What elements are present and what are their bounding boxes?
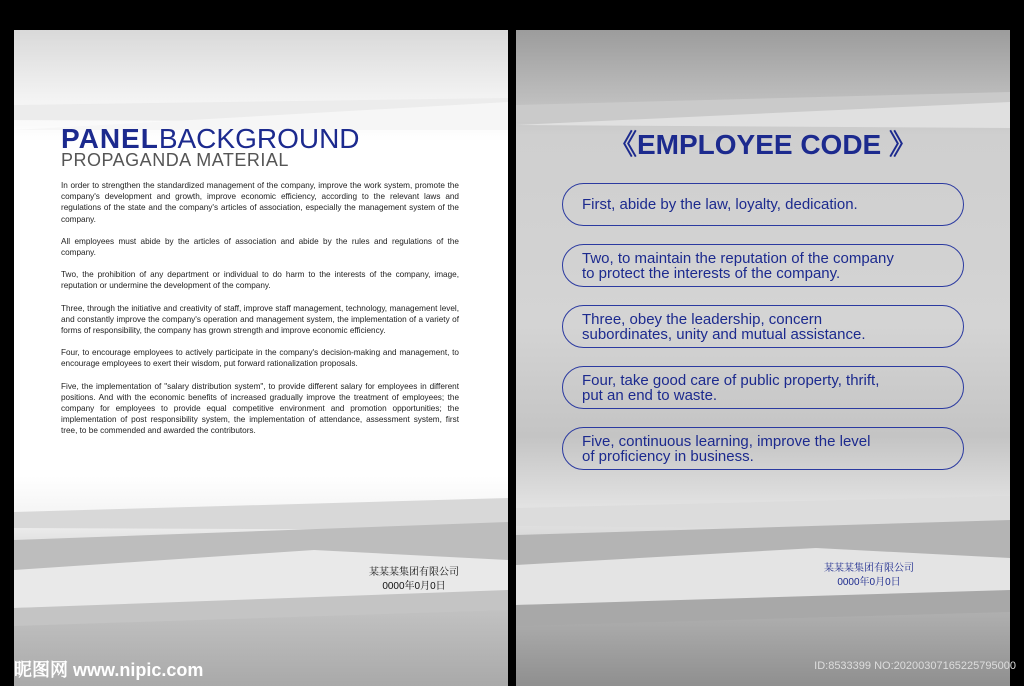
rule-line: First, abide by the law, loyalty, dedication.	[582, 196, 858, 213]
company-name: 某某某集团有限公司	[824, 563, 914, 574]
rule-text	[582, 251, 894, 281]
rule-line: put an end to waste.	[582, 386, 718, 404]
company-date: 0000年0月0日	[837, 577, 901, 588]
rule-line: Two, to maintain the reputation of the company	[582, 249, 894, 267]
rule-box	[562, 305, 964, 348]
rule-line: Five, continuous learning, improve the level	[582, 432, 871, 450]
paragraph: Five, the implementation of "salary distribution system", to provide different salary for employees in different positions. And with the economic benefits of increased gradually improve the treatment of employees; the company for employees to provide equal competitive environment and promotion opportunities; the implementation of post responsibility system, the implementation of attendance, assessment system, first tree, to be commended and awarded the contributors.	[61, 381, 459, 436]
rule-line: subordinates, unity and mutual assistance.	[582, 325, 866, 343]
company-info	[769, 562, 969, 590]
rule-box	[562, 183, 964, 226]
rule-line: Four, take good care of public property, thrift,	[582, 371, 880, 389]
rule-box	[562, 244, 964, 287]
paragraph: In order to strengthen the standardized management of the company, improve the work system, promote the company's development and growth, improve economic efficiency, according to the relevant laws and regulations of the state and the company's articles of association, especially the management system of the company.	[61, 181, 459, 224]
panel-subtitle: PROPAGANDA MATERIAL	[61, 150, 289, 170]
paragraph: Four, to encourage employees to actively participate in the company's decision-making and management, to encourage employees to exert their wisdom, put forward rationalization proposals.	[61, 348, 459, 369]
image-id-label: ID:8533399 NO:20200307165225795000	[814, 660, 1016, 672]
site-watermark: 昵图网 www.nipic.com	[14, 660, 204, 680]
employee-code-title: 《EMPLOYEE CODE 》	[608, 129, 918, 160]
rule-line: Three, obey the leadership, concern	[582, 310, 823, 328]
paragraph: All employees must abide by the articles of association and abide by the rules and regulations of the company.	[61, 236, 459, 258]
rule-text	[582, 312, 866, 342]
body-text	[61, 180, 459, 448]
panel-title-regular: BACKGROUND	[158, 123, 360, 154]
rule-text	[582, 434, 871, 464]
company-name: 某某某集团有限公司	[369, 567, 459, 578]
company-info	[314, 566, 508, 594]
rule-box	[562, 427, 964, 470]
right-panel	[516, 30, 1010, 686]
rule-line: of proficiency in business.	[582, 447, 754, 465]
company-date: 0000年0月0日	[382, 581, 446, 592]
left-panel	[14, 30, 508, 686]
paragraph: Two, the prohibition of any department or individual to do harm to the interests of the company, image, reputation or undermine the development of the company.	[61, 270, 459, 291]
rule-box	[562, 366, 964, 409]
panel-title-bold: PANEL	[61, 123, 159, 154]
rule-text	[582, 197, 858, 212]
rule-text	[582, 373, 879, 403]
paragraph: Three, through the initiative and creativity of staff, improve staff management, technology, management level, and constantly improve the company's operation and management system, the implementation of a variety of forms of responsibility, the company has grown strength and improve economic efficiency.	[61, 303, 459, 336]
rule-line: to protect the interests of the company.	[582, 264, 841, 282]
